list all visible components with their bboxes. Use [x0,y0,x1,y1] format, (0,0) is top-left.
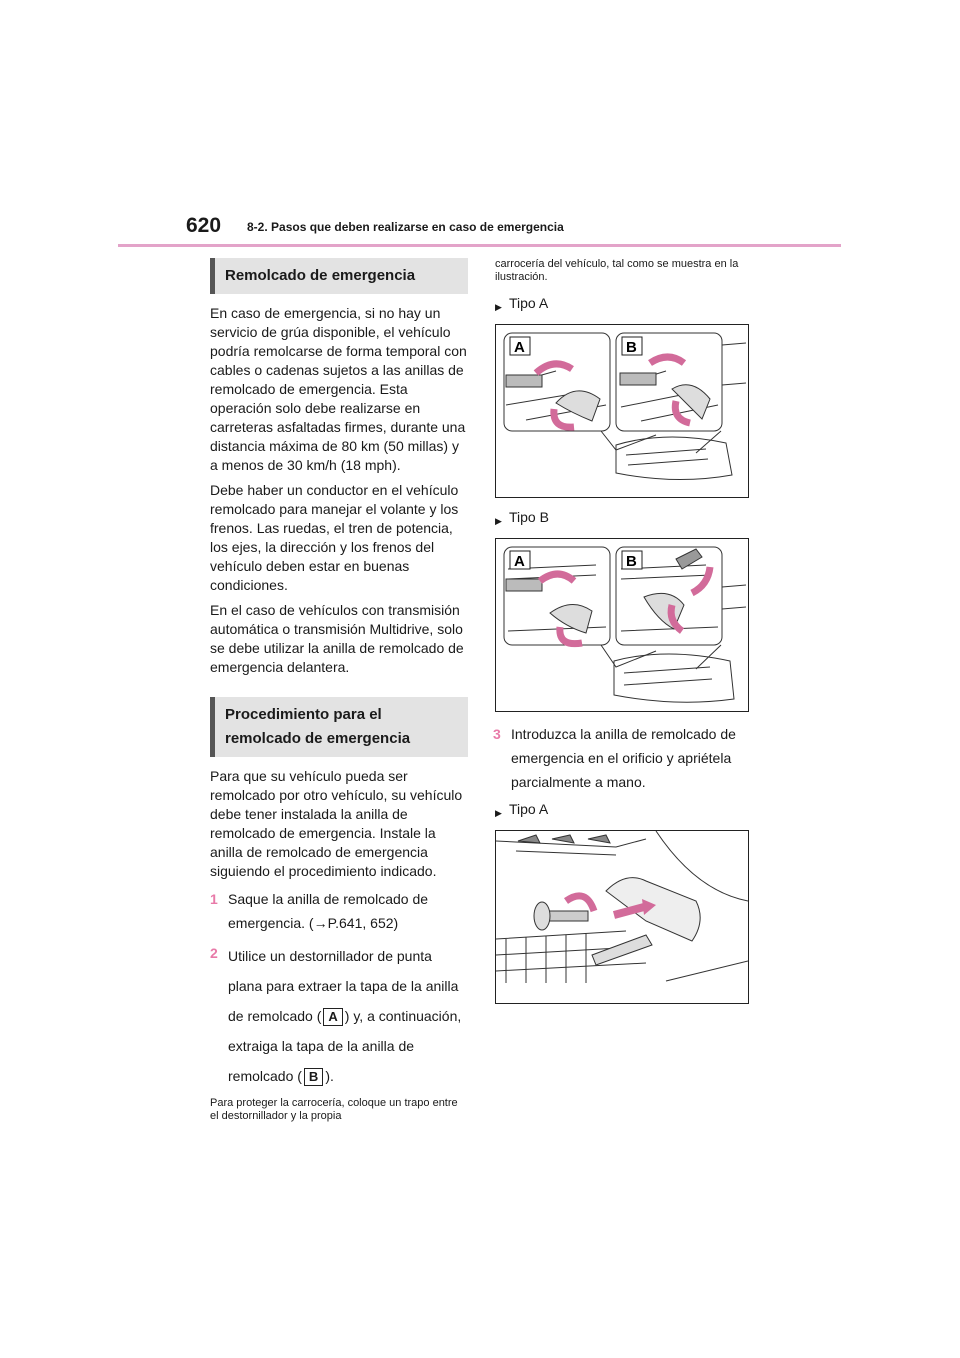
paragraph-conductor: Debe haber un conductor en el vehículo remolcado para manejar el volante y los frenos. Las ruedas, el tren de potencia, los ejes, la dirección y los frenos del vehículo deben estar en buenas condiciones. [210,482,459,593]
bullet-tipo-b: ▶ Tipo B [495,508,751,526]
figure-label-a: A [514,553,525,570]
step-text: Introduzca la anilla de remolcado de emergencia en el orificio y apriétela parcialmente a mano. [511,726,736,790]
triangle-bullet-icon: ▶ [495,302,502,312]
note-text: Para proteger la carrocería, coloque un trapo entre el destornillador y la propia [210,1097,458,1122]
figure-tipo-b-remove-cap [495,538,749,712]
heading-remolcado: Remolcado de emergencia [210,258,468,294]
right-column [495,258,751,1004]
figure-label-a: A [514,339,525,356]
header-rule [118,244,841,247]
paragraph-transmision: En el caso de vehículos con transmisión automática o transmisión Multidrive, solo se debe utilizar la anilla de remolcado de emergencia delantera. [210,602,464,675]
triangle-bullet-icon: ▶ [495,808,502,818]
note-continuation: carrocería del vehículo, tal como se muestra en la ilustración. [495,258,739,283]
step-number: 1 [210,891,218,907]
step-2 [210,941,468,1091]
step-number: 3 [493,726,501,742]
left-column [210,258,468,1123]
heading-procedimiento: Procedimiento para el remolcado de emergencia [210,697,468,757]
tag-a-icon: A [323,1008,342,1026]
figure-label-b: B [626,339,637,356]
triangle-bullet-icon: ▶ [495,516,502,526]
page-number: 620 [186,214,222,237]
figure-label-b: B [626,553,637,570]
step-text: Utilice un destornillador de punta plana para extraer la tapa de la anilla de remolcado ( A ) y, a continuación, extraiga la tapa de la anilla de remolcado ( B ). [228,948,462,1084]
step-text: Saque la anilla de remolcado de emergencia. (→P.641, 652) [228,891,429,931]
section-title: 8-2. Pasos que deben realizarse en caso de emergencia [247,220,564,234]
bullet-tipo-a-2: ▶ Tipo A [495,800,751,818]
tag-b-icon: B [304,1068,323,1086]
step-3 [493,722,751,794]
figure-tipo-a-install-ring [495,830,749,1004]
step-number: 2 [210,945,218,961]
step-1 [210,887,468,935]
bullet-tipo-a: ▶ Tipo A [495,294,751,312]
figure-tipo-a-remove-cap [495,324,749,498]
paragraph-intro: En caso de emergencia, si no hay un servicio de grúa disponible, el vehículo podría remolcarse de forma temporal con cables o cadenas sujetos a las anillas de remolcado de emergencia. Esta operación solo debe realizarse en carreteras asfaltadas firmes, durante una distancia máxima de 80 km (50 millas) y a menos de 30 km/h (18 mph). [210,305,467,473]
paragraph-procedimiento: Para que su vehículo pueda ser remolcado por otro vehículo, su vehículo debe tener instalada la anilla de remolcado de emergencia. Instale la anilla de remolcado de emergencia siguiendo el procedimiento indicado. [210,768,463,879]
